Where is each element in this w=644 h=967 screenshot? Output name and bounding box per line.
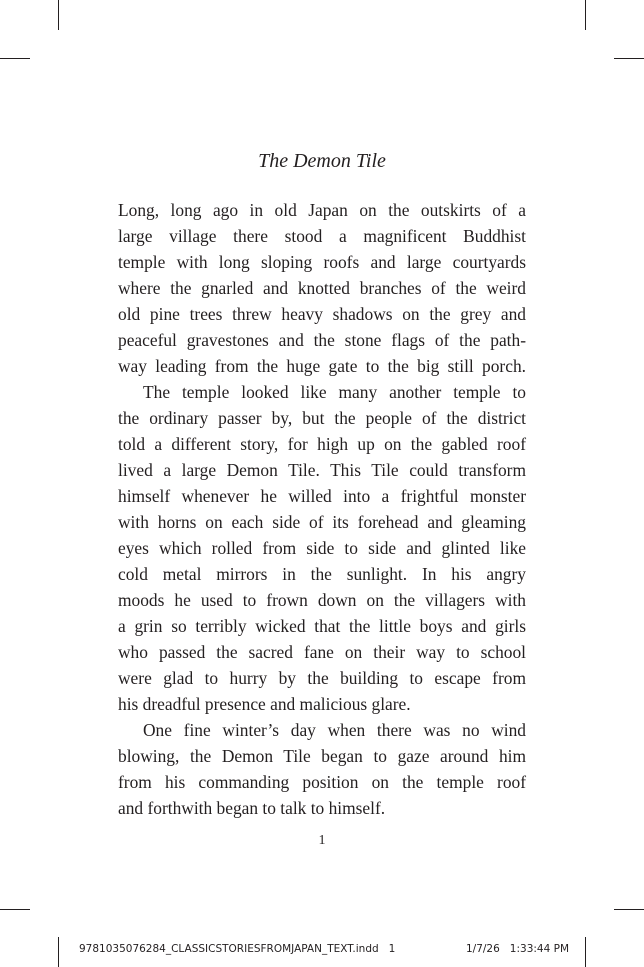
- text-line: temple with long sloping roofs and large courtyards: [118, 252, 526, 272]
- text-line: where the gnarled and knotted branches of the weird: [118, 278, 526, 298]
- text-line: himself whenever he willed into a frightful monster: [118, 486, 526, 506]
- text-line: and forthwith began to talk to himself.: [118, 798, 386, 818]
- text-line: way leading from the huge gate to the big still porch.: [118, 356, 526, 376]
- page-number: 1: [318, 833, 326, 848]
- text-line: old pine trees threw heavy shadows on the grey and: [118, 304, 526, 324]
- paragraph-2: [118, 379, 526, 717]
- slug-file-name: 9781035076284_CLASSICSTORIESFROMJAPAN_TEXT.indd 1: [79, 943, 396, 955]
- chapter-title: The Demon Tile: [258, 150, 386, 172]
- text-line: peaceful gravestones and the stone flags of the path-: [118, 330, 526, 350]
- crop-mark-top-left-horizontal: [0, 58, 30, 59]
- text-line: the ordinary passer by, but the people of the district: [118, 408, 526, 428]
- text-line: eyes which rolled from side to side and glinted like: [118, 538, 526, 558]
- crop-mark-top-right: [585, 0, 586, 30]
- text-line: cold metal mirrors in the sunlight. In his angry: [118, 564, 526, 584]
- crop-mark-bottom-left-horizontal: [0, 909, 30, 910]
- text-line: a grin so terribly wicked that the little boys and girls: [118, 616, 526, 636]
- text-line: Long, long ago in old Japan on the outskirts of a: [118, 200, 526, 220]
- text-line: were glad to hurry by the building to escape from: [118, 668, 526, 688]
- crop-mark-bottom-left: [58, 937, 59, 967]
- text-line: moods he used to frown down on the villagers with: [118, 590, 526, 610]
- text-line: who passed the sacred fane on their way to school: [118, 642, 526, 662]
- body-text: [118, 197, 526, 821]
- text-line: his dreadful presence and malicious glare.: [118, 694, 411, 714]
- text-line: with horns on each side of its forehead and gleaming: [118, 512, 526, 532]
- crop-mark-top-left: [58, 0, 59, 30]
- crop-mark-top-right-horizontal: [614, 58, 644, 59]
- text-line: One fine winter’s day when there was no wind: [143, 720, 526, 740]
- paragraph-1: [118, 197, 526, 379]
- text-line: large village there stood a magnificent Buddhist: [118, 226, 526, 246]
- text-line: from his commanding position on the temple roof: [118, 772, 526, 792]
- slug-timestamp: 1/7/26 1:33:44 PM: [466, 943, 570, 955]
- crop-mark-bottom-right-horizontal: [614, 909, 644, 910]
- text-line: lived a large Demon Tile. This Tile could transform: [118, 460, 526, 480]
- text-line: told a different story, for high up on the gabled roof: [118, 434, 526, 454]
- paragraph-3: [118, 717, 526, 821]
- text-line: The temple looked like many another temple to: [143, 382, 526, 402]
- crop-mark-bottom-right: [585, 937, 586, 967]
- text-line: blowing, the Demon Tile began to gaze around him: [118, 746, 526, 766]
